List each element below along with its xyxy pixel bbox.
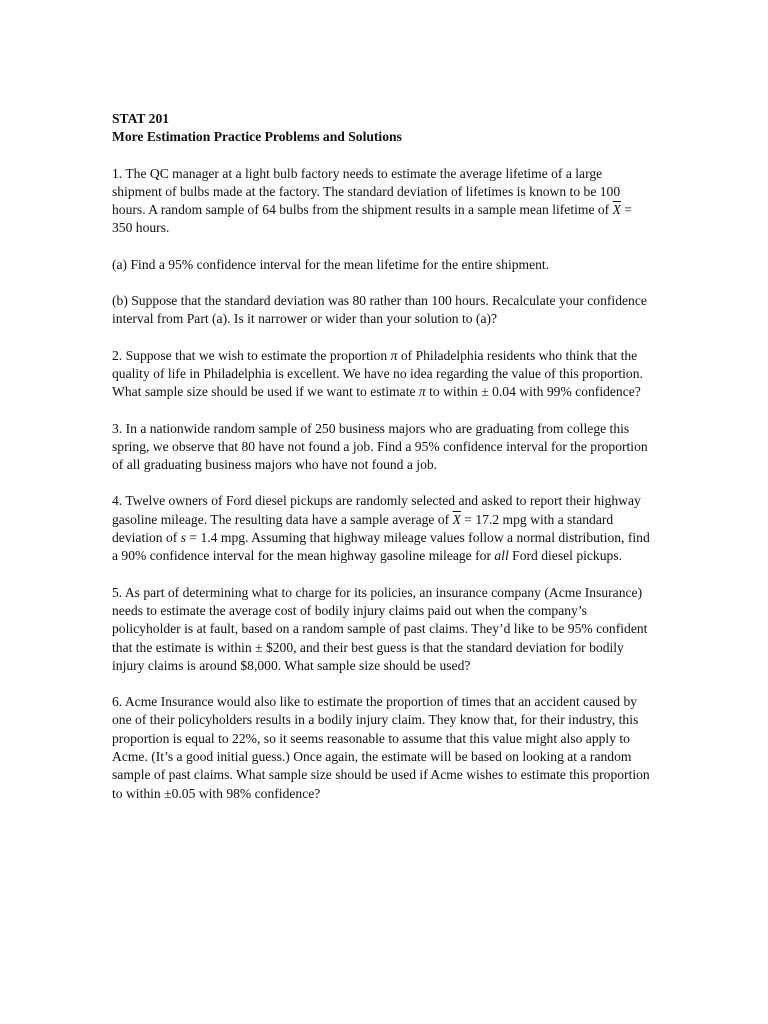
problem-4-text-4: Ford diesel pickups. [508, 548, 623, 564]
document-title: More Estimation Practice Problems and Solutions [112, 129, 402, 145]
xbar-symbol: $\overline{X}$ [452, 511, 461, 527]
problem-1b: (b) Suppose that the standard deviation was 80 rather than 100 hours. Recalculate your confidence interval from Part (a). Is it narrower or wider than your solution to (a)? [112, 293, 647, 327]
xbar-symbol: $\overline{X}$ [612, 202, 621, 218]
emphasis-all: all [494, 548, 509, 564]
problem-1-text: 1. The QC manager at a light bulb factory needs to estimate the average lifetime of a large shipment of bulbs made at the factory. The standard deviation of lifetimes is known to be 100 hours. A random sample of 64 bulbs from the shipment results in a sample mean lifetime of [112, 165, 621, 218]
pi-symbol: π [418, 384, 426, 400]
problem-4 [112, 492, 652, 565]
problem-1 [112, 165, 652, 238]
problem-1-text-end: = 350 hours. [112, 202, 633, 236]
problem-2-text-2: of Philadelphia residents who think that the quality of life in Philadelphia is excellent. We have no idea regarding the value of this proportion. What sample size should be used if we want to estimate [112, 347, 643, 400]
problem-5: 5. As part of determining what to charge for its policies, an insurance company (Acme Insurance) needs to estimate the average cost of bodily injury claims paid out when the company’s policyholder is at fault, based on a random sample of past claims. They’d like to be 95% confident that the estimate is within ± $200, and their best guess is that the standard deviation for bodily injury claims is around $8,000. What sample size should be used? [112, 584, 648, 673]
s-symbol: s [180, 530, 187, 546]
problem-3: 3. In a nationwide random sample of 250 business majors who are graduating from college this spring, we observe that 80 have not found a job. Find a 95% confidence interval for the proportion of all graduating business majors who have not found a job. [112, 420, 648, 473]
problem-2 [112, 347, 652, 402]
problem-6: 6. Acme Insurance would also like to estimate the proportion of times that an accident caused by one of their policyholders results in a bodily injury claim. They know that, for their industry, this proportion is equal to 22%, so it seems reasonable to assume that this value might also apply to Acme. (It’s a good initial guess.) Once again, the estimate will be based on looking at a random sample of past claims. What sample size should be used if Acme wishes to estimate this proportion to within ±0.05 with 98% confidence? [112, 694, 650, 801]
problem-4-text-1: 4. Twelve owners of Ford diesel pickups are randomly selected and asked to report their highway gasoline mileage. The resulting data have a sample average of [112, 493, 641, 527]
problem-1a: (a) Find a 95% confidence interval for the mean lifetime for the entire shipment. [112, 256, 550, 272]
problem-2-text-1: 2. Suppose that we wish to estimate the proportion [112, 347, 391, 363]
problem-4-text-2: = 17.2 mpg with a standard deviation of [112, 511, 614, 546]
problem-4-text-3: = 1.4 mpg. Assuming that highway mileage values follow a normal distribution, find a 90% confidence interval for the mean highway gasoline mileage for [112, 530, 650, 564]
pi-symbol: π [390, 347, 398, 363]
problem-2-text-3: to within ± 0.04 with 99% confidence? [425, 384, 641, 400]
course-code: STAT 201 [112, 111, 170, 126]
document-body [112, 110, 652, 821]
